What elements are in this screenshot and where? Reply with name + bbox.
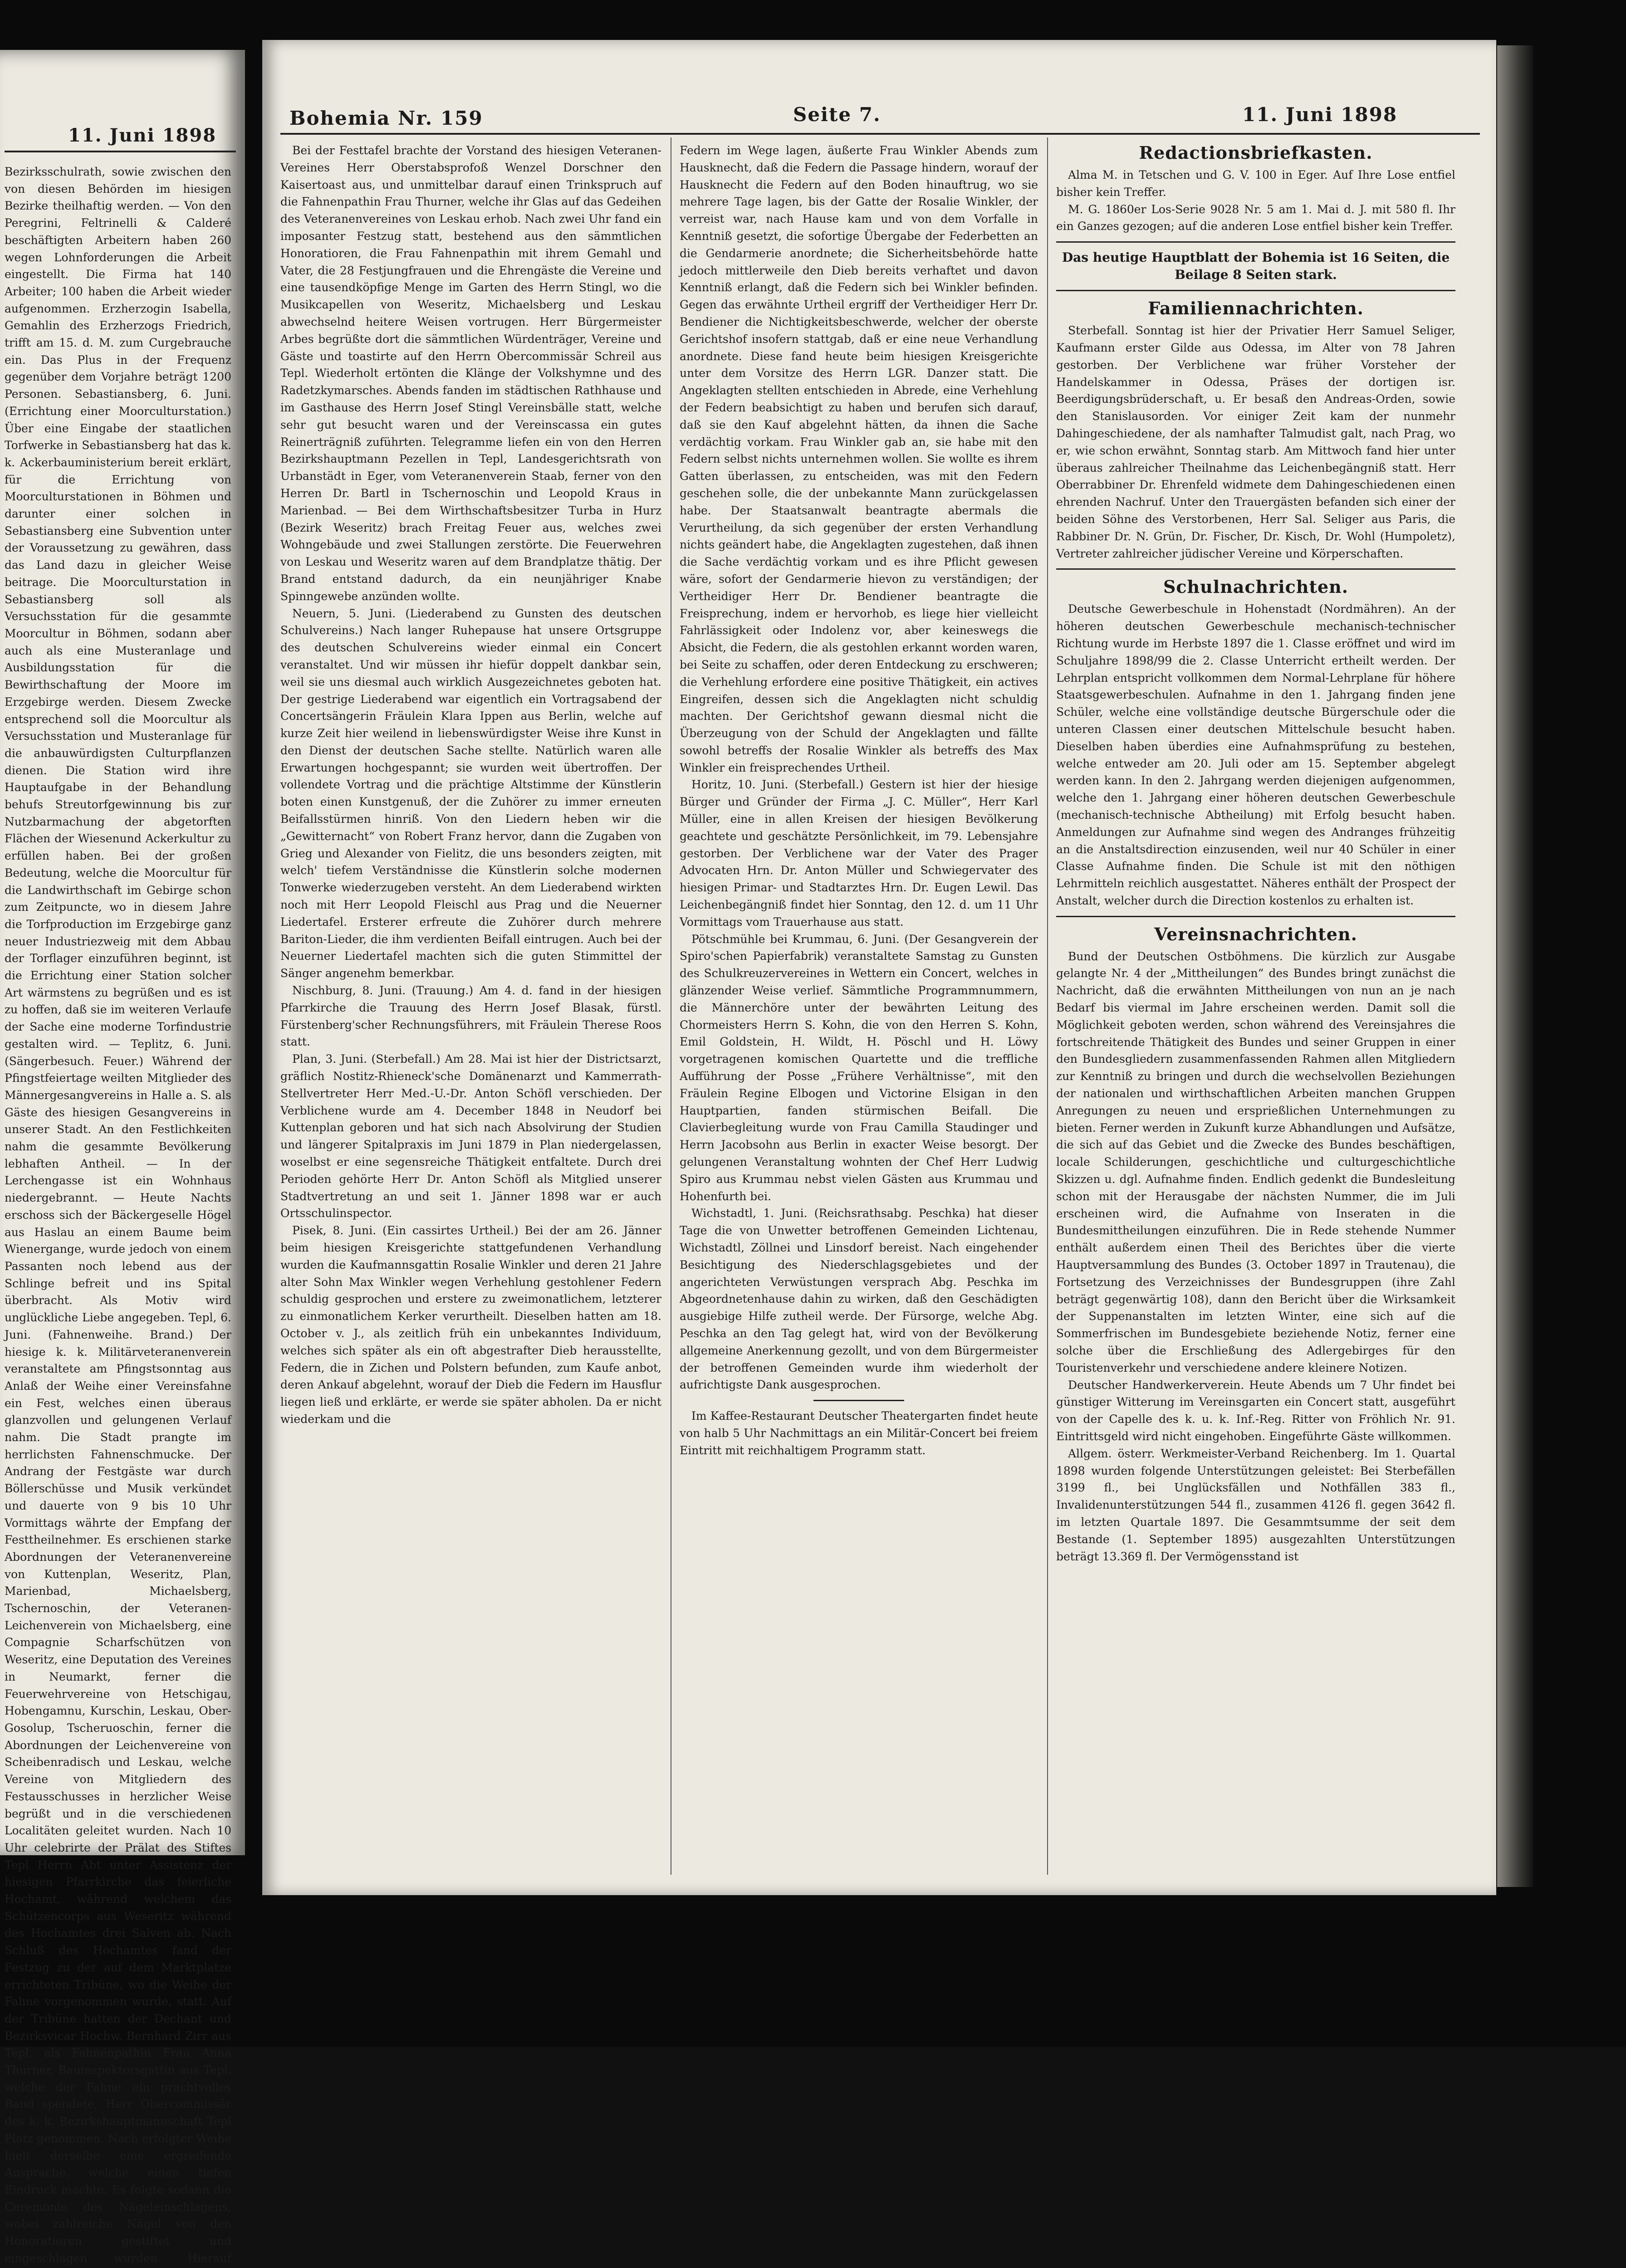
left-page-text: Bezirksschulrath, sowie zwischen den von diesen Behörden im hiesigen Bezirke theilhaftig werden. — Von den Peregrini, Feltrinelli & Calderé beschäftigten Arbeitern haben 260 wegen Lohnforderungen die Arbeit eingestellt. Die Firma hat 140 Arbeiter; 100 haben die Arbeit wieder aufgenommen. Erzherzogin Isabella, Gemahlin des Erzherzogs Friedrich, trifft am 15. d. M. zum Curgebrauche ein. Das Plus in der Frequenz gegenüber dem Vorjahre beträgt 1200 Personen. Sebastiansberg, 6. Juni. (Errichtung einer Moorculturstation.) Über eine Eingabe der staatlichen Torfwerke in Sebastiansberg hat das k. k. Ackerbauministerium bereit erklärt, für die Errichtung von Moorculturstationen in Böhmen und darunter einer solchen in Sebastiansberg eine Subvention unter der Voraussetzung zu gewähren, dass das Land dazu in gleicher Weise beitrage. Die Moorculturstation in Sebastiansberg soll als Versuchsstation für die gesammte Moorcultur in Böhmen, sodann aber auch als eine Musteranlage und Ausbildungsstation für die Bewirthschaftung der Moore im Erzgebirge werden. Diesem Zwecke entsprechend soll die Moorcultur als Versuchsstation und Musteranlage für die anbauwürdigsten Culturpflanzen dienen. Die Station wird ihre Hauptaufgabe in der Behandlung behufs Streutorfgewinnung bis zur Nutzbarmachung der abgetorften Flächen der Wiesenund Ackerkultur zu erfüllen haben. Bei der großen Bedeutung, welche die Moorcultur für die Landwirthschaft im Gebirge schon zum Zeitpuncte, wo in diesem Jahre die Torfproduction im Erzgebirge ganz neuer Industriezweig mit dem Abbau der Torflager einzuführen beginnt, ist die Errichtung einer Station solcher Art wärmstens zu begrüßen und es ist zu hoffen, daß sie im weiteren Verlaufe der Sache eine moderne Torfindustrie gestalten wird. — Teplitz, 6. Juni. (Sängerbesuch. Feuer.) Während der Pfingstfeiertage weilten Mitglieder des Männergesangvereins in Halle a. S. als Gäste des hiesigen Gesangvereins in unserer Stadt. An den Festlichkeiten nahm die gesammte Bevölkerung lebhaften Antheil. — In der Lerchengasse ist ein Wohnhaus niedergebrannt. — Heute Nachts erschoss sich der Bäckergeselle Högel aus Haslau an einem Baume beim Wienergange, wurde jedoch von einem Passanten noch lebend aus der Schlinge befreit und ins Spital überbracht. Als Motiv wird unglückliche Liebe angegeben. Tepl, 6. Juni. (Fahnenweihe. Brand.) Der hiesige k. k. Militärveteranenverein veranstaltete am Pfingstsonntag aus Anlaß der Weihe einer Vereinsfahne ein Fest, welches einen überaus glanzvollen und gelungenen Verlauf nahm. Die Stadt prangte im herrlichsten Fahnenschmucke. Der Andrang der Festgäste war durch Böllerschüsse und Musik verkündet und dauerte von 9 bis 10 Uhr Vormittags währte der Empfang der Festtheilnehmer. Es erschienen starke Abordnungen der Veteranenvereine von Kuttenplan, Weseritz, Plan, Marienbad, Michaelsberg, Tschernoschin, der Veteranen-Leichenverein von Michaelsberg, eine Compagnie Scharfschützen von Weseritz, eine Deputation des Vereines in Neumarkt, ferner die Feuerwehrvereine von Hetschigau, Hobengamnu, Kurschin, Leskau, Ober-Gosolup, Tscheruoschin, ferner die Abordnungen der Leichenvereine von Scheibenradisch und Leskau, welche Vereine von Mitgliedern des Festausschusses in herzlicher Weise begrüßt und in die verschiedenen Localitäten geleitet wurden. Nach 10 Uhr celebrirte der Prälat des Stiftes Tepl Herrn Abt unter Assistenz der hiesigen Pfarrkirche das feierliche Hochamt, während welchem das Schützencorps aus Weseritz während des Hochamtes drei Salven ab. Nach Schluß des Hochamtes fand der Festzug zu der auf dem Marktplatze errichteten Tribüne, wo die Weihe der Fahne vorgenommen wurde, statt. Auf der Tribüne hatten der Dechant und Bezirksvicar Hochw. Bernhard Zirr aus Tepl, als Fahnenpathin Frau Anna Thurner, Bauinspektorsgattin aus Tepl, welche der Fahne ein prachtvolles Band spendete, Herr Obercommissär des k. k. Bezirkshauptmannschaft Tepl Platz genommen. Nach erfolgter Weihe hielt derselbe eine ergreifende Ansprache, welche einen tiefen Eindruck machte. Es folgte sodann die Ceremonie des Nägeleinschlagens, wobei zahlreiche Nägel von den Honoratioren gestiftet und eingeschlagen wurden. Hierauf	[5, 165, 231, 2265]
article-pisek: Pisek, 8. Juni. (Ein cassirtes Urtheil.) Bei der am 26. Jänner beim hiesigen Kreisgerichte stattgefundenen Verhandlung wurden die Kaufmannsgattin Rosalie Winkler und deren 21 Jahre alter Sohn Max Winkler wegen Verhehlung gestohlener Federn schuldig gesprochen und erstere zu zweimonatlichem, letzterer zu einmonatlichem Kerker verurtheilt. Dieselben hatten am 18. October v. J., als zeitlich früh ein unbekanntes Individuum, welches sich später als ein oft abgestrafter Dieb herausstellte, Federn, die in Zichen und Polstern befunden, zum Kaufe anbot, deren Ankauf abgelehnt, worauf der Dieb die Federn im Hausflur liegen ließ und erklärte, er werde sie später abholen. Da er nicht wiederkam und die	[280, 1224, 661, 1426]
separator-rule	[1056, 916, 1455, 917]
column-1	[280, 142, 661, 1428]
article-neuern: Neuern, 5. Juni. (Liederabend zu Gunsten des deutschen Schulvereins.) Nach langer Ruhepause hat unsere Ortsgruppe des deutschen Schulvereins wieder einmal ein Concert veranstaltet. Und wir müssen ihr hiefür doppelt dankbar sein, weil sie uns diesmal auch wirklich Ausgezeichnetes geboten hat. Der gestrige Liederabend war eigentlich ein Vortragsabend der Concertsängerin Fräulein Klara Ippen aus Berlin, welche auf kurze Zeit hier weilend in liebenswürdigster Weise ihre Kunst in den Dienst der deutschen Sache stellte. Natürlich waren alle Erwartungen hochgespannt; sie wurden weit übertroffen. Der vollendete Vortrag und die prächtige Altstimme der Künstlerin boten einen Kunstgenuß, der die Zuhörer zu immer erneuten Beifallsstürmen hinriß. Von den Liedern heben wir die „Gewitternacht“ von Robert Franz hervor, dann die Zugaben von Grieg und Alexander von Fielitz, die uns besonders zeigten, mit welch' tiefem Verständnisse die Künstlerin solche modernen Tonwerke wiederzugeben versteht. An dem Liederabend wirkten noch mit Herr Leopold Fleischl aus Prag und die Neuerner Liedertafel. Ersterer erfreute die Zuhörer durch mehrere Bariton-Lieder, die ihm verdienten Beifall eintrugen. Auch bei der Neuerner Liedertafel machten sich die guten Stimmittel der Sänger angenehm bemerkbar.	[280, 606, 661, 980]
section-heading-redaction: Redactionsbriefkasten.	[1139, 142, 1373, 163]
section-heading-associations: Vereinsnachrichten.	[1154, 924, 1357, 944]
main-newspaper-page	[262, 40, 1496, 1895]
left-page-column	[5, 163, 231, 2268]
article-wichstadtl: Wichstadtl, 1. Juni. (Reichsrathsabg. Peschka) hat dieser Tage die von Unwetter betroffenen Gemeinden Lichtenau, Wichstadtl, Zöllnei und Linsdorf bereist. Nach eingehender Besichtigung des Niederschlagsgebietes und der angerichteten Verwüstungen versprach Abg. Peschka im Abgeordnetenhause dahin zu wirken, daß den Geschädigten ausgiebige Hilfe zutheil werde. Der Fürsorge, welche Abg. Peschka an den Tag gelegt hat, wird von der Bevölkerung allgemeine Anerkennung gezollt, und von dem Bürgermeister der betroffenen Gemeinden wurde ihm wiederholt der aufrichtigste Dank ausgesprochen.	[680, 1207, 1038, 1392]
assoc-notice-ostboehmen: Bund der Deutschen Ostböhmens. Die kürzlich zur Ausgabe gelangte Nr. 4 der „Mittheilungen“ des Bundes bringt zunächst die Nachricht, daß die erwähnten Mittheilungen von nun an je nach Bedarf bis viermal im Jahre erscheinen werden. Damit soll die Möglichkeit geboten werden, schon während des Vereinsjahres die fortschreitende Thätigkeit des Bundes und seiner Gruppen in einer den Bundesgliedern zusammenfassenden Rahmen allen Mitgliedern zur Kenntniß zu bringen und durch die wechselvollen Beziehungen der nationalen und wirthschaftlichen Arbeiten manchen Gruppen Anregungen zu neuen und ersprießlichen Unternehmungen zu bieten. Ferner werden in Zukunft kurze Abhandlungen und Aufsätze, die sich auf das Gebiet und die Zwecke des Bundes beschäftigen, locale Schilderungen, geschichtliche und culturgeschichtliche Skizzen u. dgl. Aufnahme finden. Endlich gedenkt die Bundesleitung schon mit der Herausgabe der nächsten Nummer, die im Juli erscheinen wird, die Aufnahme von Inseraten in die Bundesmittheilungen einzuführen. Die in Rede stehende Nummer enthält außerdem einen Theil des Berichtes über die vierte Hauptversammlung des Bundes (3. October 1897 in Trautenau), die Fortsetzung des Verzeichnisses der Bundesgruppen (ihre Zahl beträgt gegenwärtig 108), dann den Bericht über die Wirksamkeit der Suppenanstalten im letzten Winter, eine sich auf die Sommerfrischen im Bundesgebiete beziehende Notiz, ferner eine solche über die Erschließung des Adlergebirges für den Touristenverkehr und verschiedene andere kleinere Notizen.	[1056, 949, 1455, 1374]
separator-rule	[1056, 568, 1455, 570]
separator-rule	[1056, 290, 1455, 291]
assoc-notice-werkmeister: Allgem. österr. Werkmeister-Verband Reichenberg. Im 1. Quartal 1898 wurden folgende Unterstützungen geleistet: Bei Sterbefällen 3199 fl., bei Unglücksfällen und Nothfällen 383 fl., Invalidenunterstützungen 544 fl., zusammen 4126 fl. gegen 3642 fl. im letzten Quartale 1897. Die Gesammtsumme der seit dem Bestande (1. September 1895) ausgezahlten Unterstützungen beträgt 13.369 fl. Der Vermögensstand ist	[1056, 1447, 1455, 1563]
header-rule	[280, 133, 1480, 135]
article-poetschmuehle: Pötschmühle bei Krummau, 6. Juni. (Der Gesangverein der Spiro'schen Papierfabrik) veranstaltete Samstag zu Gunsten des Schulkreuzervereines in Wettern ein Concert, welches in glänzender Weise verlief. Sämmtliche Programmnummern, die Männerchöre unter der bewährten Leitung des Chormeisters Herrn S. Kohn, die von den Herren S. Kohn, Emil Goldstein, H. Wildt, H. Pöschl und H. Löwy vorgetragenen komischen Quartette und die treffliche Aufführung der Posse „Frühere Verhältnisse“, mit den Fräulein Regine Elbogen und Victorine Elsigan in den Hauptpartien, fanden stürmischen Beifall. Die Clavierbegleitung wurde von Frau Camilla Staudinger und Herrn Jacobsohn aus Berlin in exacter Weise besorgt. Der gelungenen Veranstaltung wohnten der Chef Herr Ludwig Spiro aus Krummau nebst vielen Gästen aus Krummau und Hohenfurth bei.	[680, 932, 1038, 1203]
left-newspaper-page	[0, 50, 245, 2265]
section-heading-school: Schulnachrichten.	[1163, 577, 1349, 597]
article-theatergarten: Im Kaffee-Restaurant Deutscher Theatergarten findet heute von halb 5 Uhr Nachmittags an ein Militär-Concert bei freiem Eintritt mit reichhaltigem Programm statt.	[680, 1409, 1038, 1457]
article-nischburg: Nischburg, 8. Juni. (Trauung.) Am 4. d. fand in der hiesigen Pfarrkirche die Trauung des Herrn Josef Blasak, fürstl. Fürstenberg'scher Rechnungsführers, mit Fräulein Therese Roos statt.	[280, 984, 661, 1049]
article-plan: Plan, 3. Juni. (Sterbefall.) Am 28. Mai ist hier der Districtsarzt, gräflich Nostitz-Rhieneck'sche Domänenarzt und Kammerrath-Stellvertreter Herr Med.-U.-Dr. Anton Schöfl verschieden. Der Verblichene wurde am 4. December 1848 in Neudorf bei Kuttenplan geboren und hat sich nach Absolvirung der Studien und längerer Spitalpraxis im Juni 1879 in Plan niedergelassen, woselbst er eine segensreiche Thätigkeit entfaltete. Durch drei Perioden gehörte Herr Dr. Anton Schöfl als Mitglied unserer Stadtvertretung an und seit 1. Jänner 1898 war er auch Ortsschulinspector.	[280, 1052, 661, 1220]
left-page-date: 11. Juni 1898	[68, 125, 217, 146]
column-2	[680, 142, 1038, 1459]
school-notice-hohenstadt: Deutsche Gewerbeschule in Hohenstadt (Nordmähren). An der höheren deutschen Gewerbeschule mechanisch-technischer Richtung wurde im Herbste 1897 die 1. Classe eröffnet und wird im Schuljahre 1898/99 die 2. Classe Unterricht ertheilt werden. Der Lehrplan entspricht vollkommen dem Normal-Lehrplane für höhere Staatsgewerbeschulen. Aufnahme in den 1. Jahrgang finden jene Schüler, welche eine vollständige deutsche Bürgerschule oder die unteren Classen einer deutschen Mittelschule besucht haben. Dieselben haben überdies eine Aufnahmsprüfung zu bestehen, welche entweder am 20. Juli oder am 15. September abgelegt werden kann. In den 2. Jahrgang werden diejenigen aufgenommen, welche den 1. Jahrgang einer höheren deutschen Gewerbeschule (mechanisch-technische Abtheilung) mit Erfolg besucht haben. Anmeldungen zur Aufnahme sind wegen des Andranges frühzeitig an die Anstaltsdirection einzusenden, weil nur 40 Schüler in einer Classe Aufnahme finden. Die Schule ist mit den nöthigen Lehrmitteln reichlich ausgestattet. Näheres enthält der Prospect der Anstalt, welcher durch die Direction kostenlos zu erhalten ist.	[1056, 602, 1455, 907]
family-notice-seliger: Sterbefall. Sonntag ist hier der Privatier Herr Samuel Seliger, Kaufmann erster Gilde aus Odessa, im Alter von 78 Jahren gestorben. Der Verblichene war früher Vorsteher der Handelskammer in Odessa, Präses der dortigen isr. Beerdigungsbrüderschaft, u. Er besaß den Andreas-Orden, sowie den Stanislausorden. Vor einiger Zeit kam der nunmehr Dahingeschiedene, der als namhafter Talmudist galt, nach Prag, wo er, wie schon erwähnt, Sonntag starb. Am Mittwoch fand hier unter überaus zahlreicher Theilnahme das Leichenbegängniß statt. Herr Oberrabbiner Dr. Ehrenfeld widmete dem Dahingeschiedenen einen ehrenden Nachruf. Unter den Trauergästen befanden sich einer der beiden Söhne des Verstorbenen, Herr Sal. Seliger aus Paris, die Rabbiner Dr. N. Grün, Dr. Fischer, Dr. Kisch, Dr. Wohl (Humpoletz), Vertreter zahlreicher jüdischer Vereine und Körperschaften.	[1056, 324, 1455, 560]
redaction-note-2: M. G. 1860er Los-Serie 9028 Nr. 5 am 1. Mai d. J. mit 580 fl. Ihr ein Ganzes gezogen; auf die anderen Lose entfiel bisher kein Treffer.	[1056, 202, 1455, 233]
left-header-rule	[5, 151, 236, 152]
masthead-issue: Bohemia Nr. 159	[289, 107, 483, 129]
article-pisek-continued: Federn im Wege lagen, äußerte Frau Winkler Abends zum Hausknecht, daß die Federn die Passage hindern, worauf der Hausknecht die Federn auf den Boden hinauftrug, wo sie mehrere Tage lagen, bis der Gatte der Rosalie Winkler, der verreist war, nach Hause kam und von dem Vorfalle in Kenntniß gesetzt, die sofortige Übergabe der Federbetten an die Gendarmerie anordnete; die Sicherheitsbehörde hatte jedoch mittlerweile den Dieb bereits verhaftet und davon Kenntniß erlangt, daß die Federn sich bei Winkler befinden. Gegen das erwähnte Urtheil ergriff der Vertheidiger Herr Dr. Bendiener die Nichtigkeitsbeschwerde, welcher der oberste Gerichtshof insofern stattgab, daß er eine neue Verhandlung anordnete. Diese fand heute beim hiesigen Kreisgerichte unter dem Vorsitze des Herrn LGR. Danzer statt. Die Angeklagten stellten entschieden in Abrede, eine Verhehlung der Federn beabsichtigt zu haben und berufen sich darauf, daß sie den Kauf abgelehnt hätten, da ihnen die Sache verdächtig vorkam. Frau Winkler gab an, sie habe mit den Federn selbst nichts unternehmen wollen. Sie wollte es ihrem Gatten überlassen, zu entscheiden, was mit den Federn geschehen solle, die der unbekannte Mann zurückgelassen habe. Der Staatsanwalt beantragte abermals die Verurtheilung, da sich gegenüber der ersten Verhandlung nichts geändert habe, die Angeklagten zugestehen, daß ihnen die Sache verdächtig vorkam und es ihre Pflicht gewesen wäre, sofort der Gendarmerie hievon zu verständigen; der Vertheidiger Herr Dr. Bendiener beantragte die Freisprechung, indem er hervorhob, es liege hier vielleicht Fahrlässigkeit oder Indolenz vor, aber keineswegs die Absicht, die Federn, die als gestohlen erkannt worden waren, bei Seite zu schaffen, oder deren Entdeckung zu erschweren; die Verhehlung erfordere eine positive Thätigkeit, ein actives Eingreifen, dessen sich die Angeklagten nicht schuldig machten. Der Gerichtshof gewann diesmal nicht die Überzeugung von der Schuld der Angeklagten und fällte sowohl betreffs der Rosalie Winkler als betreffs des Max Winkler ein freisprechendes Urtheil.	[680, 144, 1038, 774]
issue-date: 11. Juni 1898	[1242, 103, 1398, 126]
column-divider-2	[1047, 137, 1048, 1875]
assoc-notice-handwerker: Deutscher Handwerkerverein. Heute Abends um 7 Uhr findet bei günstiger Witterung im Vereinsgarten ein Concert statt, ausgeführt von der Capelle des k. u. k. Inf.-Reg. Ritter von Fröhlich Nr. 91. Eintrittsgeld wird nicht eingehoben. Eingeführte Gäste willkommen.	[1056, 1378, 1455, 1443]
section-heading-family: Familiennachrichten.	[1148, 298, 1364, 319]
column-3	[1056, 137, 1455, 1565]
page-edge-shadow	[1497, 45, 1533, 1887]
article-festtafel: Bei der Festtafel brachte der Vorstand des hiesigen Veteranen-Vereines Herr Oberstabsprofoß Wenzel Dorschner den Kaisertoast aus, und unmittelbar darauf einen Trinkspruch auf die Fahnenpathin Frau Thurner, welche ihr Glas auf das Gedeihen des Veteranenvereines von Leskau erhob. Nach zwei Uhr fand ein imposanter Festzug statt, bestehend aus den sämmtlichen Honoratioren, die Frau Fahnenpathin mit ihrem Gemahl und Vater, die 28 Festjungfrauen und die Ehrengäste die Vereine und eine tausendköpfige Menge im Garten des Herrn Stingl, wo die Musikcapellen von Weseritz, Michaelsberg und Leskau abwechselnd heitere Weisen vortrugen. Herr Bürgermeister Arbes begrüßte dort die sämmtlichen Würdenträger, Vereine und Gäste und toastirte auf den Herrn Obercommissär Schreil aus Tepl. Wiederholt ertönten die Klänge der Volkshymne und des Radetzkymarsches. Abends fanden im städtischen Rathhause und im Gasthause des Herrn Josef Stingl Vereinsbälle statt, welche sehr gut besucht waren und der Vereinscassa ein gutes Reinerträgniß zuführten. Telegramme liefen ein von den Herren Bezirkshauptmann Pezellen in Tepl, Landesgerichtsrath von Urbanstädt in Eger, vom Veteranenverein Staab, ferner von den Herren Dr. Bartl in Tschernoschin und Leopold Kraus in Marienbad. — Bei dem Wirthschaftsbesitzer Turba in Hurz (Bezirk Weseritz) brach Freitag Feuer aus, welches zwei Wohngebäude und zwei Stallungen zerstörte. Die Feuerwehren von Leskau und Weseritz waren auf dem Brandplatze thätig. Der Brand entstand dadurch, da ein neunjähriger Knabe Spinngewebe anzünden wollte.	[280, 144, 661, 603]
article-horitz: Horitz, 10. Juni. (Sterbefall.) Gestern ist hier der hiesige Bürger und Gründer der Firma „J. C. Müller“, Herr Karl Müller, eine in allen Kreisen der hiesigen Bevölkerung geachtete und geschätzte Persönlichkeit, im 79. Lebensjahre gestorben. Der Verblichene war der Vater des Prager Advocaten Hrn. Dr. Anton Müller und Schwiegervater des hiesigen Primar- und Stadtarztes Hrn. Dr. Eugen Lewil. Das Leichenbegängniß findet hier Sonntag, den 12. d. um 11 Uhr Vormittags vom Trauerhause aus statt.	[680, 778, 1038, 929]
separator-rule	[813, 1400, 904, 1401]
page-count-notice: Das heutige Hauptblatt der Bohemia ist 16 Seiten, die Beilage 8 Seiten stark.	[1062, 250, 1450, 283]
redaction-note-1: Alma M. in Tetschen und G. V. 100 in Eger. Auf Ihre Lose entfiel bisher kein Treffer.	[1056, 168, 1455, 199]
page-number: Seite 7.	[793, 103, 881, 126]
separator-rule	[1056, 241, 1455, 243]
